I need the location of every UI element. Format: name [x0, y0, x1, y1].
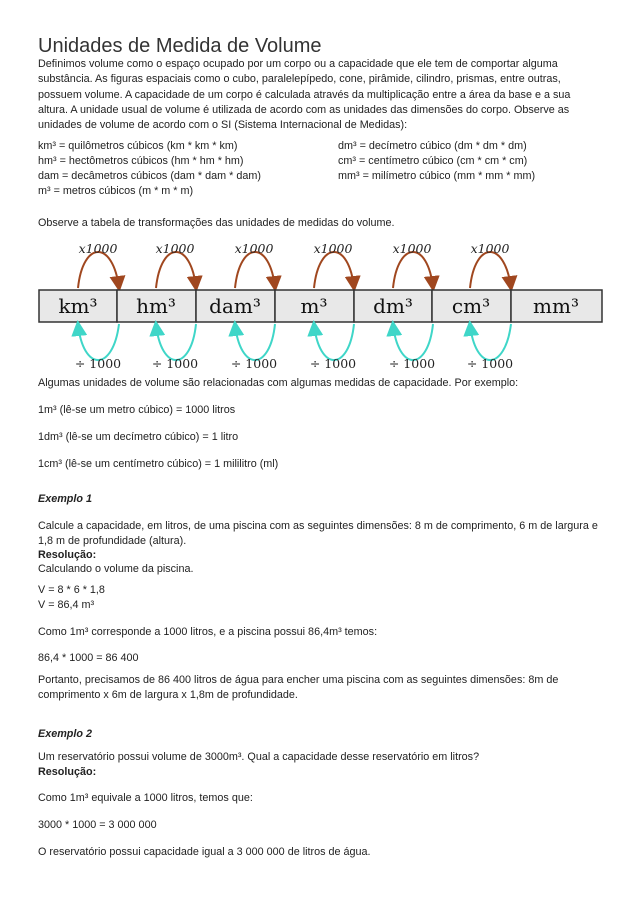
unit-def-dam3: dam = decâmetros cúbicos (dam * dam * dam): [38, 170, 261, 182]
example-2-conclusion: O reservatório possui capacidade igual a 3 000 000 de litros de água.: [38, 846, 371, 858]
unit-def-dm3: dm³ = decímetro cúbico (dm * dm * dm): [338, 140, 527, 152]
equivalence-cm3: 1cm³ (lê-se um centímetro cúbico) = 1 mililitro (ml): [38, 458, 279, 470]
page-title: Unidades de Medida de Volume: [38, 35, 322, 57]
div-arrow: [235, 324, 275, 360]
unit-km3: km³: [58, 294, 98, 318]
mult-arrow: [393, 252, 433, 288]
mult-arrow: [156, 252, 196, 288]
unit-def-km3: km³ = quilômetros cúbicos (km * km * km): [38, 140, 238, 152]
example-2-resolution-label: Resolução:: [38, 766, 97, 778]
mult-label-2: x1000: [155, 241, 195, 256]
unit-cm3: cm³: [451, 294, 491, 318]
example-1-step: Calculando o volume da piscina.: [38, 563, 194, 575]
mult-arrow: [470, 252, 511, 288]
example-1-conclusion: Portanto, precisamos de 86 400 litros de água para encher uma piscina com as seguintes dimensões: 8m de comprimento x 6m de largura x 1,8m de profundidade.: [38, 674, 559, 702]
example-2-line-2: 3000 * 1000 = 3 000 000: [38, 819, 157, 831]
div-arrow: [393, 324, 433, 360]
example-1-statement: Calcule a capacidade, em litros, de uma piscina com as seguintes dimensões: 8 m de comprimento, 6 m de largura e 1,8 m de profundidade (altura).: [38, 520, 598, 548]
unit-def-cm3: cm³ = centímetro cúbico (cm * cm * cm): [338, 155, 528, 167]
div-label-2: ÷ 1000: [151, 356, 199, 371]
div-label-5: ÷ 1000: [388, 356, 436, 371]
div-arrow: [314, 324, 354, 360]
example-2-heading: Exemplo 2: [38, 728, 93, 740]
mult-label-5: x1000: [392, 241, 432, 256]
unit-hm3: hm³: [136, 294, 176, 318]
mult-arrow: [314, 252, 354, 288]
equivalence-m3: 1m³ (lê-se um metro cúbico) = 1000 litros: [38, 404, 236, 416]
div-label-4: ÷ 1000: [309, 356, 357, 371]
volume-conversion-diagram: [38, 240, 604, 372]
unit-def-mm3: mm³ = milímetro cúbico (mm * mm * mm): [338, 170, 536, 182]
div-label-3: ÷ 1000: [230, 356, 278, 371]
div-label-6: ÷ 1000: [466, 356, 514, 371]
mult-label-3: x1000: [234, 241, 274, 256]
mult-label-1: x1000: [78, 241, 118, 256]
capacity-intro: Algumas unidades de volume são relacionadas com algumas medidas de capacidade. Por exemplo:: [38, 377, 519, 389]
unit-mm3: mm³: [533, 294, 579, 318]
example-2-line-1: Como 1m³ equivale a 1000 litros, temos que:: [38, 792, 253, 804]
table-intro: Observe a tabela de transformações das unidades de medidas do volume.: [38, 217, 395, 229]
example-2-statement: Um reservatório possui volume de 3000m³. Qual a capacidade desse reservatório em litros?: [38, 751, 480, 763]
mult-label-6: x1000: [470, 241, 510, 256]
example-1-resolution-label: Resolução:: [38, 549, 97, 561]
example-1-heading: Exemplo 1: [38, 493, 93, 505]
example-1-calc-1: V = 8 * 6 * 1,8: [38, 584, 105, 596]
mult-arrow: [78, 252, 119, 288]
equivalence-dm3: 1dm³ (lê-se um decímetro cúbico) = 1 litro: [38, 431, 239, 443]
div-label-1: ÷ 1000: [74, 356, 122, 371]
unit-def-hm3: hm³ = hectômetros cúbicos (hm * hm * hm): [38, 155, 244, 167]
intro-paragraph: Definimos volume como o espaço ocupado por um corpo ou a capacidade que ele tem de comportar alguma substância. As figuras espaciais como o cubo, paralelepípedo, cone, pirâmide, cilindro, prismas, entre outras, possuem volume. A capacidade de um corpo é calculada através da multiplicação entre a área da base e a sua altura. A unidade usual de volume é utilizada de acordo com as unidades das dimensões do corpo. Observe as unidades de volume de acordo com o SI (Sistema Internacional de Medidas):: [38, 58, 571, 132]
mult-label-4: x1000: [313, 241, 353, 256]
div-arrow: [470, 324, 511, 360]
example-1-line-4: 86,4 * 1000 = 86 400: [38, 652, 139, 664]
unit-dam3: dam³: [209, 294, 261, 318]
div-arrow: [78, 324, 119, 360]
unit-dm3: dm³: [373, 294, 413, 318]
unit-def-m3: m³ = metros cúbicos (m * m * m): [38, 185, 194, 197]
div-arrow: [156, 324, 196, 360]
example-1-calc-2: V = 86,4 m³: [38, 599, 95, 611]
unit-m3: m³: [300, 294, 328, 318]
mult-arrow: [235, 252, 275, 288]
example-1-line-3: Como 1m³ corresponde a 1000 litros, e a piscina possui 86,4m³ temos:: [38, 626, 378, 638]
